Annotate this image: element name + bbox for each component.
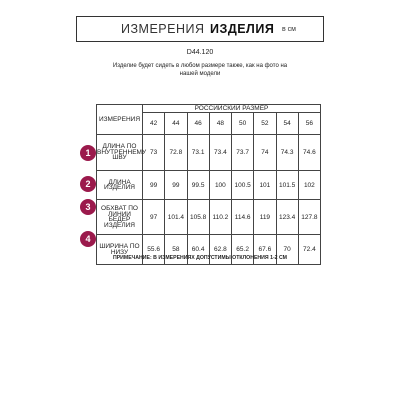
article-number: D44.120 [186,49,214,56]
row-label [97,171,143,200]
row-label-line: ОБХВАТ ПО [101,205,138,212]
table-cell: 101.5 [276,171,298,200]
table-cell: 74.6 [298,135,320,171]
table-row [97,200,321,235]
size-table [96,104,321,265]
size-header: 50 [232,113,254,135]
badge-1: 1 [80,145,96,161]
size-header: 44 [165,113,187,135]
table-cell: 67.6 [254,235,276,265]
table-cell: 62.8 [209,235,231,265]
table-cell: 60.4 [187,235,209,265]
row-label-line: ДЛИНА [108,178,131,186]
table-cell: 73.4 [209,135,231,171]
table-cell: 55.6 [143,235,165,265]
header-title-measurements: ИЗМЕРЕНИЯ [121,22,205,36]
size-header: 48 [209,113,231,135]
size-header: 52 [254,113,276,135]
table-cell: 70 [276,235,298,265]
table-cell: 73.1 [187,135,209,171]
table-cell: 114.6 [232,200,254,235]
table-cell: 123.4 [276,200,298,235]
row-label-line: ИЗДЕЛИЯ [104,221,135,229]
table-caption: РОССИЙСКИЙ РАЗМЕР [143,105,321,113]
header-title-item: ИЗДЕЛИЯ [210,22,275,36]
table-cell: 72.8 [165,135,187,171]
table-cell: 72.4 [298,235,320,265]
size-header: 46 [187,113,209,135]
row-label [97,135,147,171]
size-header: 56 [298,113,320,135]
fit-note [76,62,324,78]
table-cell: 101 [254,171,276,200]
table-row [97,171,321,200]
table-cell: 101.4 [165,200,187,235]
badge-2: 2 [80,176,96,192]
table-cell: 73 [143,135,165,171]
badge-4: 4 [80,231,96,247]
size-header: 42 [143,113,165,135]
row-label-line: ИЗДЕЛИЯ [104,184,135,191]
table-cell: 100.5 [232,171,254,200]
table-cell: 119 [254,200,276,235]
table-cell: 74.3 [276,135,298,171]
row-label-line: ШВУ [112,154,127,162]
row-label-line: ВНУТРЕННЕМУ [97,148,147,156]
row-label-line: ЛИНИИ БЕДЕР [108,210,131,223]
size-header: 54 [276,113,298,135]
tolerance-footnote: ПРИМЕЧАНИЕ: В ИЗМЕРЕНИЯХ ДОПУСТИМЫ ОТКЛОНЕНИЯ 1-2 СМ [112,255,288,261]
badge-3: 3 [80,199,96,215]
table-cell: 127.8 [298,200,320,235]
table-cell: 105.8 [187,200,209,235]
table-cell: 99.5 [187,171,209,200]
table-cell: 99 [165,171,187,200]
row-label-line: НИЗУ [110,248,129,256]
table-cell: 99 [143,171,165,200]
row-label [97,200,143,235]
header-bar [76,16,324,42]
table-cell: 97 [143,200,165,235]
table-cell: 110.2 [209,200,231,235]
table-row [97,135,321,171]
table-header-measurements: ИЗМЕРЕНИЯ [97,105,143,135]
table-cell: 100 [209,171,231,200]
table-cell: 102 [298,171,320,200]
row-label-line: ШИРИНА ПО [99,243,140,250]
table-cell: 65.2 [232,235,254,265]
row-label-line: ДЛИНА ПО [102,143,137,151]
fit-note-line-1: Изделие будет сидеть в любом размере также, как на фото на [112,63,288,69]
size-chart-sheet [76,8,324,392]
fit-note-line-2: нашей модели [179,71,221,77]
table-cell: 74 [254,135,276,171]
table-cell: 73.7 [232,135,254,171]
header-unit: в см [282,25,296,33]
table-cell: 58 [165,235,187,265]
